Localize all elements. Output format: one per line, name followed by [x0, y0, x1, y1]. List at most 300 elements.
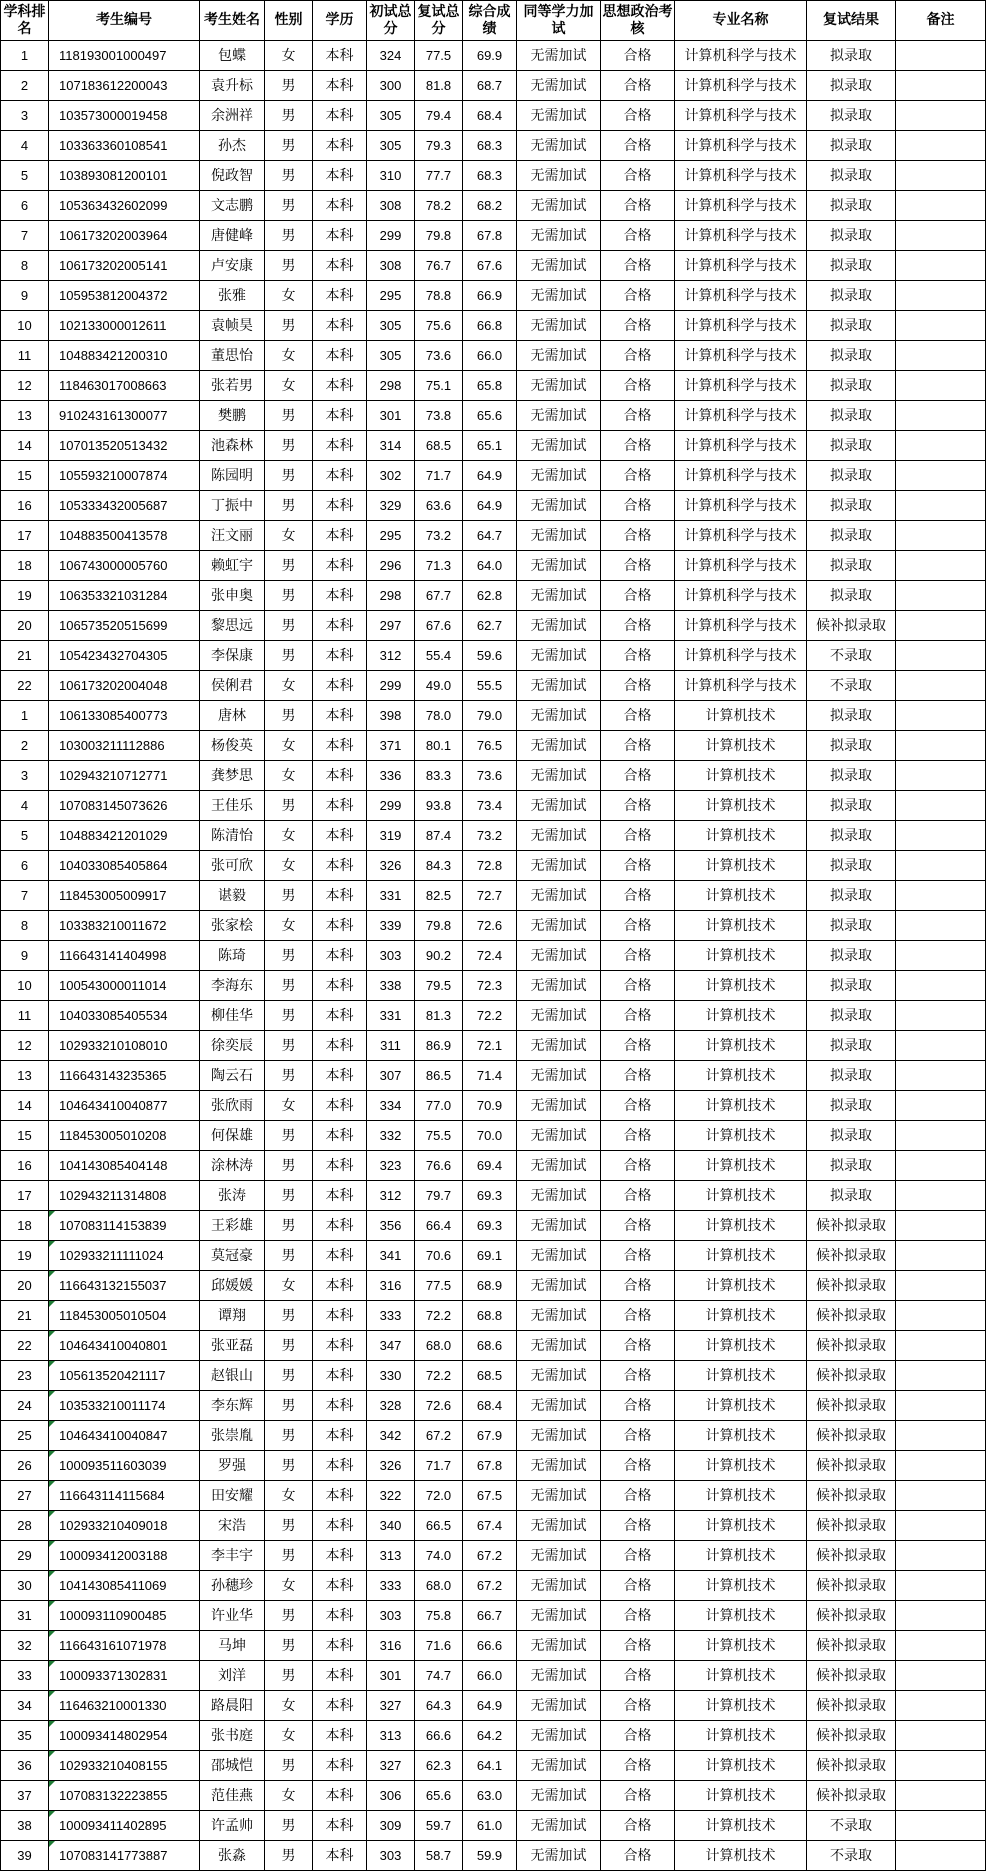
education-cell: 本科	[313, 1811, 367, 1841]
remark-cell	[896, 521, 986, 551]
political-review-cell: 合格	[601, 671, 675, 701]
major-cell: 计算机科学与技术	[675, 401, 807, 431]
initial-total-cell: 305	[367, 311, 415, 341]
rank-cell: 8	[1, 251, 49, 281]
equivalent-test-cell: 无需加试	[517, 611, 601, 641]
education-cell: 本科	[313, 101, 367, 131]
retest-result-cell: 拟录取	[807, 461, 896, 491]
name-cell: 涂林涛	[200, 1151, 265, 1181]
education-cell: 本科	[313, 1151, 367, 1181]
composite-score-cell: 72.3	[463, 971, 517, 1001]
education-cell: 本科	[313, 701, 367, 731]
education-cell: 本科	[313, 911, 367, 941]
remark-cell	[896, 1301, 986, 1331]
major-cell: 计算机技术	[675, 881, 807, 911]
gender-cell: 男	[265, 1751, 313, 1781]
major-cell: 计算机科学与技术	[675, 581, 807, 611]
remark-cell	[896, 821, 986, 851]
exam-id-cell: 103363360108541	[49, 131, 200, 161]
table-row	[1, 131, 986, 161]
education-cell: 本科	[313, 1031, 367, 1061]
retest-result-cell: 不录取	[807, 1841, 896, 1871]
equivalent-test-cell: 无需加试	[517, 371, 601, 401]
initial-total-cell: 338	[367, 971, 415, 1001]
table-row	[1, 1661, 986, 1691]
composite-score-cell: 66.0	[463, 341, 517, 371]
name-cell: 柳佳华	[200, 1001, 265, 1031]
remark-cell	[896, 1031, 986, 1061]
political-review-cell: 合格	[601, 1451, 675, 1481]
composite-score-cell: 63.0	[463, 1781, 517, 1811]
name-cell: 董思怡	[200, 341, 265, 371]
exam-id-cell: 102133000012611	[49, 311, 200, 341]
gender-cell: 女	[265, 1271, 313, 1301]
retest-result-cell: 拟录取	[807, 701, 896, 731]
gender-cell: 男	[265, 1841, 313, 1871]
equivalent-test-cell: 无需加试	[517, 581, 601, 611]
table-row	[1, 881, 986, 911]
remark-cell	[896, 131, 986, 161]
name-cell: 包蝶	[200, 41, 265, 71]
gender-cell: 女	[265, 1091, 313, 1121]
initial-total-cell: 327	[367, 1691, 415, 1721]
composite-score-cell: 67.8	[463, 1451, 517, 1481]
table-row	[1, 1811, 986, 1841]
header-remark: 备注	[896, 1, 986, 41]
education-cell: 本科	[313, 1481, 367, 1511]
gender-cell: 女	[265, 281, 313, 311]
table-row	[1, 521, 986, 551]
retest-total-cell: 66.6	[415, 1721, 463, 1751]
initial-total-cell: 312	[367, 641, 415, 671]
exam-id-cell: 106353321031284	[49, 581, 200, 611]
education-cell: 本科	[313, 611, 367, 641]
composite-score-cell: 68.4	[463, 101, 517, 131]
name-cell: 陶云石	[200, 1061, 265, 1091]
rank-cell: 36	[1, 1751, 49, 1781]
exam-id-cell: 102933211111024	[49, 1241, 200, 1271]
rank-cell: 35	[1, 1721, 49, 1751]
retest-total-cell: 70.6	[415, 1241, 463, 1271]
remark-cell	[896, 1181, 986, 1211]
retest-total-cell: 67.2	[415, 1421, 463, 1451]
initial-total-cell: 334	[367, 1091, 415, 1121]
retest-total-cell: 82.5	[415, 881, 463, 911]
remark-cell	[896, 1631, 986, 1661]
rank-cell: 5	[1, 821, 49, 851]
retest-total-cell: 93.8	[415, 791, 463, 821]
table-row	[1, 1031, 986, 1061]
retest-total-cell: 49.0	[415, 671, 463, 701]
composite-score-cell: 68.6	[463, 1331, 517, 1361]
gender-cell: 男	[265, 1181, 313, 1211]
major-cell: 计算机技术	[675, 1601, 807, 1631]
name-cell: 黎思远	[200, 611, 265, 641]
exam-id-cell: 118463017008663	[49, 371, 200, 401]
gender-cell: 男	[265, 641, 313, 671]
major-cell: 计算机技术	[675, 791, 807, 821]
retest-result-cell: 拟录取	[807, 371, 896, 401]
education-cell: 本科	[313, 551, 367, 581]
gender-cell: 男	[265, 311, 313, 341]
composite-score-cell: 69.9	[463, 41, 517, 71]
name-cell: 李保康	[200, 641, 265, 671]
name-cell: 文志鹏	[200, 191, 265, 221]
equivalent-test-cell: 无需加试	[517, 1541, 601, 1571]
table-row	[1, 371, 986, 401]
exam-id-cell: 104643410040877	[49, 1091, 200, 1121]
rank-cell: 27	[1, 1481, 49, 1511]
name-cell: 张亚磊	[200, 1331, 265, 1361]
major-cell: 计算机技术	[675, 1271, 807, 1301]
education-cell: 本科	[313, 1451, 367, 1481]
composite-score-cell: 72.4	[463, 941, 517, 971]
initial-total-cell: 305	[367, 341, 415, 371]
education-cell: 本科	[313, 941, 367, 971]
remark-cell	[896, 1481, 986, 1511]
gender-cell: 男	[265, 611, 313, 641]
initial-total-cell: 398	[367, 701, 415, 731]
major-cell: 计算机科学与技术	[675, 161, 807, 191]
education-cell: 本科	[313, 1361, 367, 1391]
exam-id-cell: 103573000019458	[49, 101, 200, 131]
exam-id-cell: 118453005010504	[49, 1301, 200, 1331]
initial-total-cell: 299	[367, 221, 415, 251]
education-cell: 本科	[313, 581, 367, 611]
header-rank: 学科排名	[1, 1, 49, 41]
name-cell: 袁升标	[200, 71, 265, 101]
retest-total-cell: 75.1	[415, 371, 463, 401]
retest-result-cell: 拟录取	[807, 191, 896, 221]
table-row	[1, 161, 986, 191]
table-row	[1, 1151, 986, 1181]
retest-total-cell: 78.8	[415, 281, 463, 311]
table-row	[1, 71, 986, 101]
education-cell: 本科	[313, 131, 367, 161]
initial-total-cell: 313	[367, 1541, 415, 1571]
composite-score-cell: 67.8	[463, 221, 517, 251]
composite-score-cell: 69.1	[463, 1241, 517, 1271]
rank-cell: 20	[1, 611, 49, 641]
remark-cell	[896, 1841, 986, 1871]
education-cell: 本科	[313, 1571, 367, 1601]
exam-id-cell: 107083114153839	[49, 1211, 200, 1241]
header-equivalent-test: 同等学力加试	[517, 1, 601, 41]
composite-score-cell: 68.3	[463, 131, 517, 161]
rank-cell: 31	[1, 1601, 49, 1631]
initial-total-cell: 326	[367, 851, 415, 881]
equivalent-test-cell: 无需加试	[517, 1481, 601, 1511]
exam-id-cell: 910243161300077	[49, 401, 200, 431]
gender-cell: 男	[265, 431, 313, 461]
major-cell: 计算机技术	[675, 1541, 807, 1571]
major-cell: 计算机科学与技术	[675, 521, 807, 551]
gender-cell: 女	[265, 1571, 313, 1601]
retest-result-cell: 拟录取	[807, 281, 896, 311]
name-cell: 赖虹宇	[200, 551, 265, 581]
table-row	[1, 1541, 986, 1571]
rank-cell: 28	[1, 1511, 49, 1541]
remark-cell	[896, 1661, 986, 1691]
political-review-cell: 合格	[601, 1211, 675, 1241]
retest-total-cell: 67.6	[415, 611, 463, 641]
exam-id-cell: 107183612200043	[49, 71, 200, 101]
exam-id-cell: 103003211112886	[49, 731, 200, 761]
political-review-cell: 合格	[601, 1511, 675, 1541]
equivalent-test-cell: 无需加试	[517, 821, 601, 851]
table-row	[1, 401, 986, 431]
major-cell: 计算机技术	[675, 1091, 807, 1121]
equivalent-test-cell: 无需加试	[517, 1661, 601, 1691]
gender-cell: 男	[265, 401, 313, 431]
table-row	[1, 551, 986, 581]
remark-cell	[896, 1211, 986, 1241]
retest-total-cell: 75.8	[415, 1601, 463, 1631]
equivalent-test-cell: 无需加试	[517, 1031, 601, 1061]
composite-score-cell: 59.9	[463, 1841, 517, 1871]
political-review-cell: 合格	[601, 341, 675, 371]
retest-total-cell: 79.4	[415, 101, 463, 131]
initial-total-cell: 309	[367, 1811, 415, 1841]
gender-cell: 男	[265, 1541, 313, 1571]
initial-total-cell: 347	[367, 1331, 415, 1361]
retest-result-cell: 拟录取	[807, 401, 896, 431]
composite-score-cell: 64.0	[463, 551, 517, 581]
composite-score-cell: 68.4	[463, 1391, 517, 1421]
name-cell: 王彩雄	[200, 1211, 265, 1241]
retest-total-cell: 78.2	[415, 191, 463, 221]
retest-result-cell: 候补拟录取	[807, 1361, 896, 1391]
major-cell: 计算机科学与技术	[675, 491, 807, 521]
major-cell: 计算机技术	[675, 701, 807, 731]
table-row	[1, 1721, 986, 1751]
major-cell: 计算机科学与技术	[675, 371, 807, 401]
education-cell: 本科	[313, 401, 367, 431]
table-row	[1, 1091, 986, 1121]
equivalent-test-cell: 无需加试	[517, 1121, 601, 1151]
composite-score-cell: 67.5	[463, 1481, 517, 1511]
equivalent-test-cell: 无需加试	[517, 1421, 601, 1451]
composite-score-cell: 61.0	[463, 1811, 517, 1841]
rank-cell: 30	[1, 1571, 49, 1601]
remark-cell	[896, 1091, 986, 1121]
remark-cell	[896, 1811, 986, 1841]
major-cell: 计算机科学与技术	[675, 551, 807, 581]
name-cell: 何保雄	[200, 1121, 265, 1151]
major-cell: 计算机技术	[675, 1151, 807, 1181]
initial-total-cell: 336	[367, 761, 415, 791]
major-cell: 计算机技术	[675, 821, 807, 851]
political-review-cell: 合格	[601, 221, 675, 251]
remark-cell	[896, 1511, 986, 1541]
composite-score-cell: 73.2	[463, 821, 517, 851]
retest-result-cell: 候补拟录取	[807, 1421, 896, 1451]
retest-result-cell: 拟录取	[807, 251, 896, 281]
name-cell: 袁帧昊	[200, 311, 265, 341]
equivalent-test-cell: 无需加试	[517, 1451, 601, 1481]
rank-cell: 22	[1, 671, 49, 701]
equivalent-test-cell: 无需加试	[517, 881, 601, 911]
table-row	[1, 1271, 986, 1301]
major-cell: 计算机科学与技术	[675, 311, 807, 341]
table-row	[1, 281, 986, 311]
remark-cell	[896, 221, 986, 251]
exam-id-cell: 118193001000497	[49, 41, 200, 71]
exam-id-cell: 102943211314808	[49, 1181, 200, 1211]
table-row	[1, 1511, 986, 1541]
major-cell: 计算机科学与技术	[675, 281, 807, 311]
remark-cell	[896, 611, 986, 641]
rank-cell: 6	[1, 851, 49, 881]
remark-cell	[896, 1241, 986, 1271]
education-cell: 本科	[313, 1391, 367, 1421]
equivalent-test-cell: 无需加试	[517, 1151, 601, 1181]
remark-cell	[896, 731, 986, 761]
retest-result-cell: 拟录取	[807, 941, 896, 971]
initial-total-cell: 341	[367, 1241, 415, 1271]
composite-score-cell: 71.4	[463, 1061, 517, 1091]
education-cell: 本科	[313, 341, 367, 371]
initial-total-cell: 303	[367, 941, 415, 971]
table-row	[1, 581, 986, 611]
retest-result-cell: 拟录取	[807, 1001, 896, 1031]
remark-cell	[896, 1571, 986, 1601]
initial-total-cell: 331	[367, 1001, 415, 1031]
equivalent-test-cell: 无需加试	[517, 341, 601, 371]
equivalent-test-cell: 无需加试	[517, 311, 601, 341]
name-cell: 池森林	[200, 431, 265, 461]
composite-score-cell: 70.0	[463, 1121, 517, 1151]
header-political-review: 思想政治考核	[601, 1, 675, 41]
rank-cell: 38	[1, 1811, 49, 1841]
header-major: 专业名称	[675, 1, 807, 41]
rank-cell: 39	[1, 1841, 49, 1871]
political-review-cell: 合格	[601, 701, 675, 731]
rank-cell: 33	[1, 1661, 49, 1691]
initial-total-cell: 310	[367, 161, 415, 191]
name-cell: 张可欣	[200, 851, 265, 881]
gender-cell: 女	[265, 911, 313, 941]
political-review-cell: 合格	[601, 281, 675, 311]
retest-result-cell: 候补拟录取	[807, 1691, 896, 1721]
gender-cell: 男	[265, 791, 313, 821]
exam-id-cell: 102943210712771	[49, 761, 200, 791]
initial-total-cell: 327	[367, 1751, 415, 1781]
equivalent-test-cell: 无需加试	[517, 1751, 601, 1781]
retest-total-cell: 83.3	[415, 761, 463, 791]
retest-result-cell: 拟录取	[807, 71, 896, 101]
table-row	[1, 311, 986, 341]
exam-id-cell: 104643410040801	[49, 1331, 200, 1361]
political-review-cell: 合格	[601, 581, 675, 611]
gender-cell: 男	[265, 1001, 313, 1031]
composite-score-cell: 64.9	[463, 1691, 517, 1721]
retest-total-cell: 79.5	[415, 971, 463, 1001]
major-cell: 计算机技术	[675, 1811, 807, 1841]
remark-cell	[896, 341, 986, 371]
major-cell: 计算机技术	[675, 1211, 807, 1241]
remark-cell	[896, 1541, 986, 1571]
political-review-cell: 合格	[601, 1271, 675, 1301]
retest-result-cell: 不录取	[807, 671, 896, 701]
composite-score-cell: 73.4	[463, 791, 517, 821]
retest-total-cell: 68.0	[415, 1571, 463, 1601]
exam-id-cell: 104643410040847	[49, 1421, 200, 1451]
initial-total-cell: 340	[367, 1511, 415, 1541]
rank-cell: 2	[1, 71, 49, 101]
rank-cell: 16	[1, 491, 49, 521]
gender-cell: 男	[265, 1631, 313, 1661]
table-row	[1, 1691, 986, 1721]
initial-total-cell: 319	[367, 821, 415, 851]
education-cell: 本科	[313, 1691, 367, 1721]
remark-cell	[896, 1721, 986, 1751]
retest-result-cell: 拟录取	[807, 761, 896, 791]
exam-id-cell: 105613520421117	[49, 1361, 200, 1391]
composite-score-cell: 64.1	[463, 1751, 517, 1781]
equivalent-test-cell: 无需加试	[517, 191, 601, 221]
name-cell: 莫冠豪	[200, 1241, 265, 1271]
equivalent-test-cell: 无需加试	[517, 401, 601, 431]
rank-cell: 21	[1, 1301, 49, 1331]
composite-score-cell: 68.5	[463, 1361, 517, 1391]
gender-cell: 男	[265, 1151, 313, 1181]
equivalent-test-cell: 无需加试	[517, 71, 601, 101]
header-initial-total: 初试总分	[367, 1, 415, 41]
composite-score-cell: 67.6	[463, 251, 517, 281]
gender-cell: 男	[265, 1301, 313, 1331]
education-cell: 本科	[313, 1181, 367, 1211]
rank-cell: 14	[1, 431, 49, 461]
rank-cell: 16	[1, 1151, 49, 1181]
table-row	[1, 821, 986, 851]
gender-cell: 男	[265, 1451, 313, 1481]
remark-cell	[896, 251, 986, 281]
composite-score-cell: 66.8	[463, 311, 517, 341]
name-cell: 李丰宇	[200, 1541, 265, 1571]
political-review-cell: 合格	[601, 191, 675, 221]
name-cell: 龚梦思	[200, 761, 265, 791]
major-cell: 计算机技术	[675, 1721, 807, 1751]
composite-score-cell: 59.6	[463, 641, 517, 671]
name-cell: 张申奥	[200, 581, 265, 611]
exam-id-cell: 104143085411069	[49, 1571, 200, 1601]
composite-score-cell: 76.5	[463, 731, 517, 761]
equivalent-test-cell: 无需加试	[517, 1181, 601, 1211]
retest-total-cell: 84.3	[415, 851, 463, 881]
name-cell: 徐奕辰	[200, 1031, 265, 1061]
political-review-cell: 合格	[601, 1751, 675, 1781]
retest-result-cell: 拟录取	[807, 581, 896, 611]
rank-cell: 11	[1, 1001, 49, 1031]
retest-total-cell: 72.2	[415, 1301, 463, 1331]
education-cell: 本科	[313, 1331, 367, 1361]
equivalent-test-cell: 无需加试	[517, 461, 601, 491]
composite-score-cell: 62.8	[463, 581, 517, 611]
major-cell: 计算机科学与技术	[675, 251, 807, 281]
education-cell: 本科	[313, 281, 367, 311]
remark-cell	[896, 551, 986, 581]
education-cell: 本科	[313, 1541, 367, 1571]
equivalent-test-cell: 无需加试	[517, 731, 601, 761]
exam-id-cell: 105593210007874	[49, 461, 200, 491]
header-retest-total: 复试总分	[415, 1, 463, 41]
name-cell: 宋浩	[200, 1511, 265, 1541]
rank-cell: 9	[1, 941, 49, 971]
table-body	[1, 41, 986, 1871]
remark-cell	[896, 191, 986, 221]
education-cell: 本科	[313, 1421, 367, 1451]
